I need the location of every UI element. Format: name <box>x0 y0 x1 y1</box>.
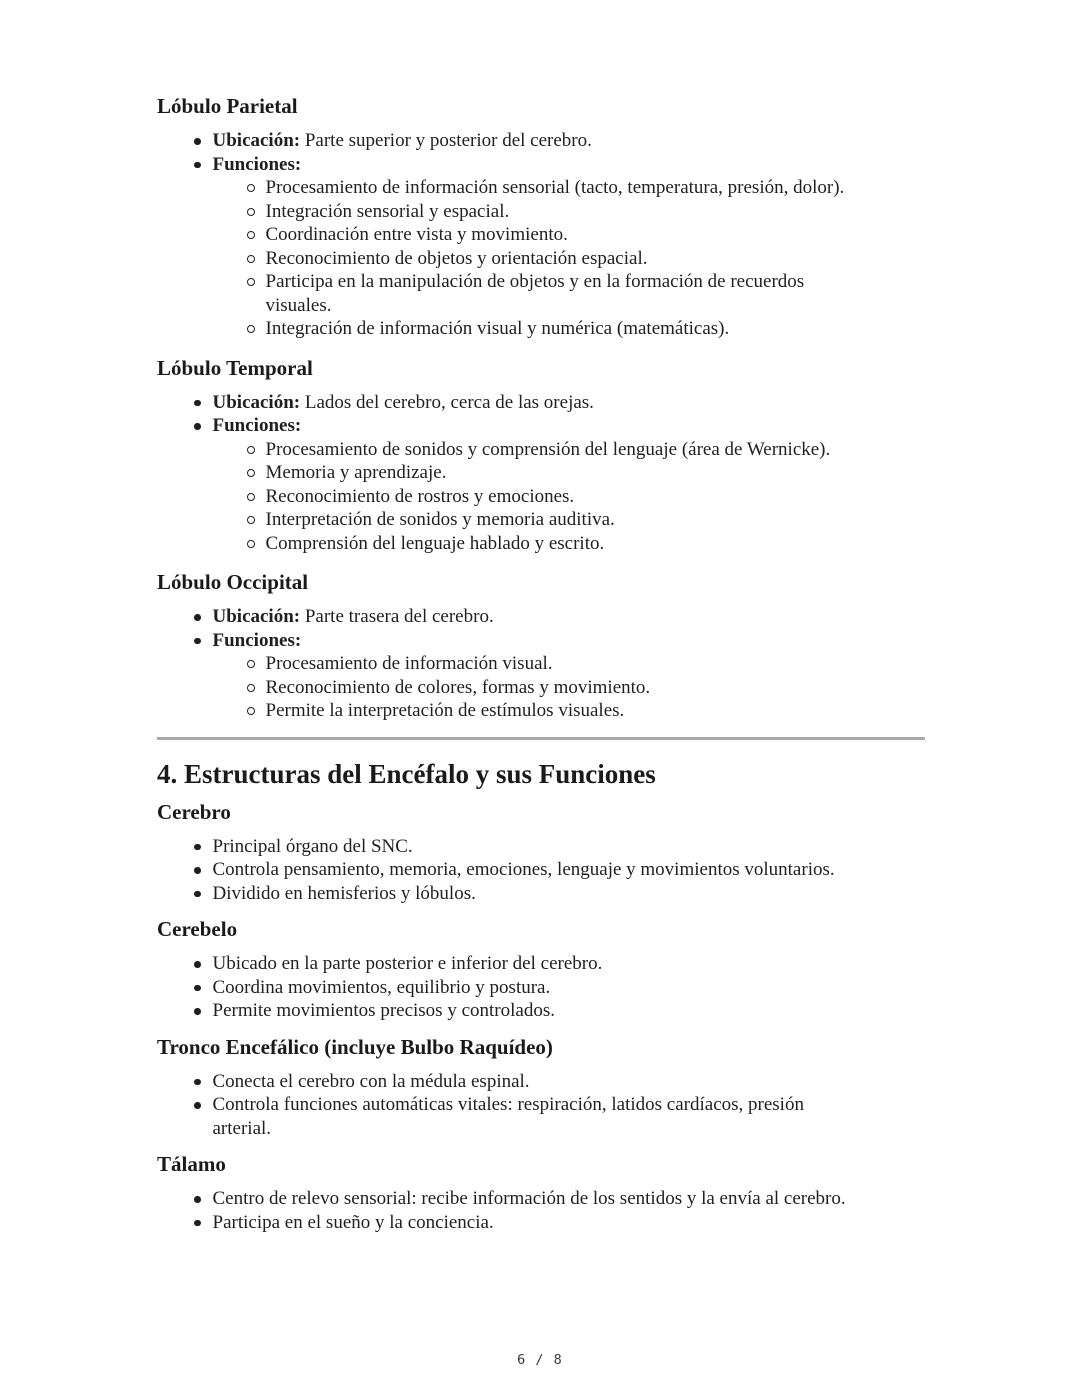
funcion-item <box>213 317 845 341</box>
funcion-text <box>266 317 730 341</box>
funciones-label: Funciones: <box>212 629 302 651</box>
text-line: Procesamiento de sonidos y comprensión del lenguaje (área de Wernicke). <box>265 438 831 460</box>
section-lobulo-parietal <box>157 93 967 341</box>
funcion-item <box>213 676 651 700</box>
bullet-dot-icon <box>194 1196 201 1203</box>
ubicacion-text: Parte superior y posterior del cerebro. <box>304 130 592 151</box>
bullet-circle-icon <box>247 255 255 263</box>
text-line: Ubicado en la parte posterior e inferior del cerebro. <box>212 953 603 974</box>
funcion-text <box>266 176 845 200</box>
text-line: Participa en la manipulación de objetos y en la formación de recuerdos <box>265 271 805 292</box>
bullet-dot-icon <box>194 1008 201 1015</box>
text-line: Procesamiento de información sensorial (tacto, temperatura, presión, dolor). <box>265 177 845 198</box>
bullet-item <box>157 882 967 906</box>
ubicacion-label: Ubicación: <box>212 606 301 627</box>
ubicacion-text: Lados del cerebro, cerca de las orejas. <box>304 391 594 413</box>
bullet-dot-icon <box>194 961 201 968</box>
bullet-item <box>157 952 967 976</box>
bullet-text <box>213 835 413 859</box>
subsection-tronco-encefalico <box>157 1034 967 1141</box>
bullet-item <box>157 835 967 859</box>
subsection-bullet-list <box>157 952 967 1023</box>
subsection-title: Cerebro <box>157 799 231 824</box>
bullet-circle-icon <box>247 516 255 524</box>
text-line: Dividido en hemisferios y lóbulos. <box>212 882 476 904</box>
bullet-circle-icon <box>247 684 255 692</box>
ubicacion-item <box>157 605 967 629</box>
funcion-item <box>213 461 831 485</box>
funcion-text <box>266 508 615 532</box>
ubicacion-text: Parte trasera del cerebro. <box>304 606 494 627</box>
subsection-bullet-list <box>157 835 967 906</box>
funciones-list <box>213 176 845 341</box>
section-heading: 4. Estructuras del Encéfalo y sus Funciones <box>157 758 656 789</box>
bullet-circle-icon <box>247 231 255 239</box>
bullet-dot-icon <box>194 891 201 898</box>
bullet-text <box>213 1187 846 1211</box>
text-line: Procesamiento de información visual. <box>265 653 553 674</box>
bullet-dot-icon <box>194 844 201 851</box>
bullet-text <box>213 1211 494 1235</box>
funcion-text <box>266 247 648 271</box>
ubicacion-label: Ubicación: <box>212 130 301 151</box>
funcion-item <box>213 438 831 462</box>
bullet-dot-icon <box>194 400 201 407</box>
funcion-item <box>213 699 651 723</box>
funcion-item <box>213 532 831 556</box>
text-line: Reconocimiento de objetos y orientación espacial. <box>265 247 648 269</box>
funciones-item <box>157 153 967 341</box>
funcion-text <box>266 438 831 462</box>
funciones-list <box>213 438 831 556</box>
subsection-bullet-list <box>157 1187 967 1234</box>
text-line: Conecta el cerebro con la médula espinal. <box>212 1070 530 1092</box>
bullet-dot-icon <box>194 638 201 645</box>
section-title: Lóbulo Temporal <box>157 355 313 380</box>
bullet-dot-icon <box>194 423 201 430</box>
lobe-bullet-list <box>157 391 967 556</box>
text-line: Controla pensamiento, memoria, emociones, lenguaje y movimientos voluntarios. <box>212 859 835 880</box>
funciones-block <box>213 414 831 555</box>
subsection-talamo <box>157 1151 967 1234</box>
ubicacion-line <box>213 605 494 629</box>
bullet-item <box>157 858 967 882</box>
bullet-item <box>157 1070 967 1094</box>
bullet-circle-icon <box>247 540 255 548</box>
text-line: Coordina movimientos, equilibrio y postura. <box>212 976 551 998</box>
section-lobulo-occipital <box>157 569 967 723</box>
bullet-item <box>157 1211 967 1235</box>
bullet-circle-icon <box>247 469 255 477</box>
bullet-item <box>157 999 967 1023</box>
bullet-item <box>157 1187 967 1211</box>
ubicacion-line <box>213 129 592 153</box>
section-4-estructuras <box>157 758 967 1235</box>
text-line: Coordinación entre vista y movimiento. <box>265 224 568 245</box>
section-lobulo-temporal <box>157 355 967 556</box>
bullet-text <box>213 952 603 976</box>
funciones-item <box>157 629 967 723</box>
funcion-item <box>213 223 845 247</box>
funcion-text <box>266 485 575 509</box>
subsection-title: Tálamo <box>157 1152 226 1176</box>
funcion-text <box>266 676 651 700</box>
funcion-item <box>213 270 845 317</box>
funcion-text <box>266 461 447 485</box>
bullet-text <box>213 1093 804 1140</box>
bullet-dot-icon <box>194 867 201 874</box>
subsection-title: Tronco Encefálico (incluye Bulbo Raquídeo) <box>157 1034 553 1059</box>
subsection-bullet-list <box>157 1070 967 1141</box>
bullet-text <box>213 999 555 1023</box>
funcion-text <box>266 532 605 556</box>
funcion-item <box>213 485 831 509</box>
bullet-text <box>213 882 476 906</box>
text-line: Integración sensorial y espacial. <box>265 200 510 222</box>
text-line: Integración de información visual y numérica (matemáticas). <box>265 318 730 339</box>
funcion-text <box>266 200 510 224</box>
text-line: Memoria y aprendizaje. <box>265 462 447 483</box>
bullet-circle-icon <box>247 184 255 192</box>
text-line: Controla funciones automáticas vitales: respiración, latidos cardíacos, presión <box>212 1094 804 1115</box>
bullet-circle-icon <box>247 707 255 715</box>
text-line: Reconocimiento de colores, formas y movimiento. <box>265 676 651 698</box>
text-line: Participa en el sueño y la conciencia. <box>212 1211 494 1233</box>
bullet-dot-icon <box>194 1102 201 1109</box>
text-line: arterial. <box>212 1117 272 1139</box>
bullet-text <box>213 1070 530 1094</box>
section-divider <box>157 737 925 740</box>
bullet-dot-icon <box>194 985 201 992</box>
ubicacion-line <box>213 391 594 415</box>
funcion-text <box>266 652 553 676</box>
bullet-circle-icon <box>247 278 255 286</box>
funciones-item <box>157 414 967 555</box>
text-line: Permite la interpretación de estímulos visuales. <box>265 700 625 721</box>
funciones-block <box>213 629 651 723</box>
text-line: Permite movimientos precisos y controlados. <box>212 1000 555 1021</box>
bullet-circle-icon <box>247 325 255 333</box>
funcion-text <box>266 270 805 317</box>
ubicacion-item <box>157 391 967 415</box>
funciones-list <box>213 652 651 723</box>
funcion-item <box>213 247 845 271</box>
bullet-text <box>213 976 551 1000</box>
funcion-item <box>213 508 831 532</box>
funcion-item <box>213 200 845 224</box>
bullet-item <box>157 976 967 1000</box>
bullet-dot-icon <box>194 1220 201 1227</box>
subsection-cerebro <box>157 799 967 906</box>
subsection-cerebelo <box>157 916 967 1023</box>
text-line: Interpretación de sonidos y memoria auditiva. <box>265 509 615 530</box>
funciones-block <box>213 153 845 341</box>
text-line: Reconocimiento de rostros y emociones. <box>265 485 575 507</box>
bullet-circle-icon <box>247 208 255 216</box>
funciones-label: Funciones: <box>212 415 302 436</box>
ubicacion-item <box>157 129 967 153</box>
bullet-circle-icon <box>247 493 255 501</box>
subsection-title: Cerebelo <box>157 917 238 941</box>
funciones-label: Funciones: <box>212 153 302 175</box>
section-title: Lóbulo Occipital <box>157 570 309 594</box>
ubicacion-label: Ubicación: <box>212 391 301 413</box>
section-title: Lóbulo Parietal <box>157 94 298 118</box>
bullet-dot-icon <box>194 138 201 145</box>
text-line: Comprensión del lenguaje hablado y escrito. <box>265 532 605 554</box>
text-line: Centro de relevo sensorial: recibe información de los sentidos y la envía al cerebro. <box>212 1188 846 1209</box>
bullet-dot-icon <box>194 162 201 169</box>
page-content <box>157 93 967 1245</box>
funcion-text <box>266 699 625 723</box>
bullet-circle-icon <box>247 660 255 668</box>
bullet-item <box>157 1093 967 1140</box>
text-line: Principal órgano del SNC. <box>212 835 413 857</box>
bullet-dot-icon <box>194 614 201 621</box>
funcion-item <box>213 652 651 676</box>
lobe-bullet-list <box>157 129 967 341</box>
page-number: 6 / 8 <box>517 1352 563 1368</box>
lobe-bullet-list <box>157 605 967 723</box>
bullet-text <box>213 858 835 882</box>
funcion-item <box>213 176 845 200</box>
funcion-text <box>266 223 568 247</box>
page-footer <box>0 1352 1080 1368</box>
bullet-dot-icon <box>194 1079 201 1086</box>
text-line: visuales. <box>265 294 332 316</box>
bullet-circle-icon <box>247 446 255 454</box>
